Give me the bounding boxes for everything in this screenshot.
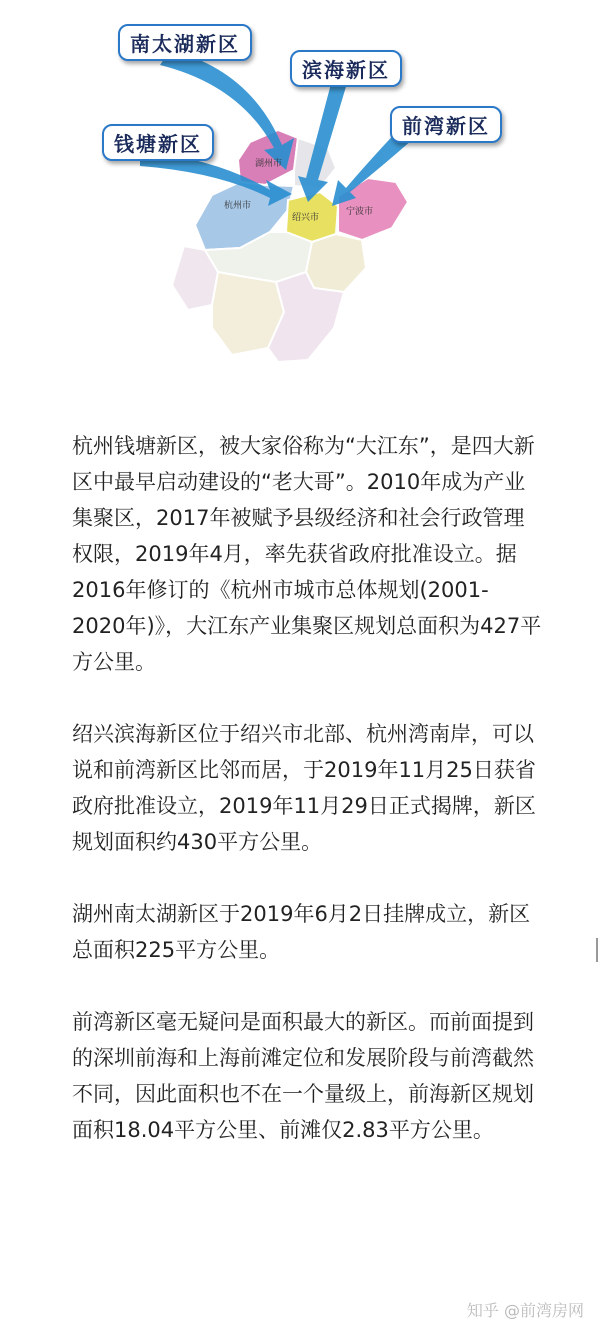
city-huzhou: 湖州市: [255, 159, 283, 169]
city-hangzhou: 杭州市: [224, 201, 252, 211]
label-binhai: 滨海新区: [290, 50, 402, 87]
zhihu-watermark: 知乎 @前湾房网: [463, 1298, 588, 1321]
label-nantaihu: 南太湖新区: [118, 24, 252, 61]
paragraph-binhai: 绍兴滨海新区位于绍兴市北部、杭州湾南岸，可以说和前湾新区比邻而居，于2019年11月25日获省政府批准设立，2019年11月29日正式揭牌，新区规划面积约430平方公里。: [72, 722, 536, 854]
city-ningbo: 宁波市: [346, 207, 374, 217]
paragraph-qiantang: 杭州钱塘新区，被大家俗称为“大江东”，是四大新区中最早启动建设的“老大哥”。2010年成为产业集聚区，2017年被赋予县级经济和社会行政管理权限，2019年4月，率先获省政府批准设立。据2016年修订的《杭州市城市总体规划(2001-2020年)》，大江东产业集聚区规划总面积为427平方公里。: [72, 434, 542, 674]
paragraph-nantaihu: 湖州南太湖新区于2019年6月2日挂牌成立，新区总面积225平方公里。: [72, 902, 531, 962]
label-qianwan: 前湾新区: [390, 106, 502, 143]
zhejiang-map-figure: [100, 10, 530, 370]
article-body: [72, 428, 542, 1184]
label-qiantang: 钱塘新区: [102, 124, 214, 161]
scroll-edge-mark: [596, 938, 598, 962]
region-taizhou: [306, 234, 366, 292]
paragraph-qianwan: 前湾新区毫无疑问是面积最大的新区。而前面提到的深圳前海和上海前滩定位和发展阶段与前湾截然不同，因此面积也不在一个量级上，前海新区规划面积18.04平方公里、前滩仅2.83平方公里。: [72, 1010, 534, 1142]
city-shaoxing: 绍兴市: [292, 213, 320, 223]
